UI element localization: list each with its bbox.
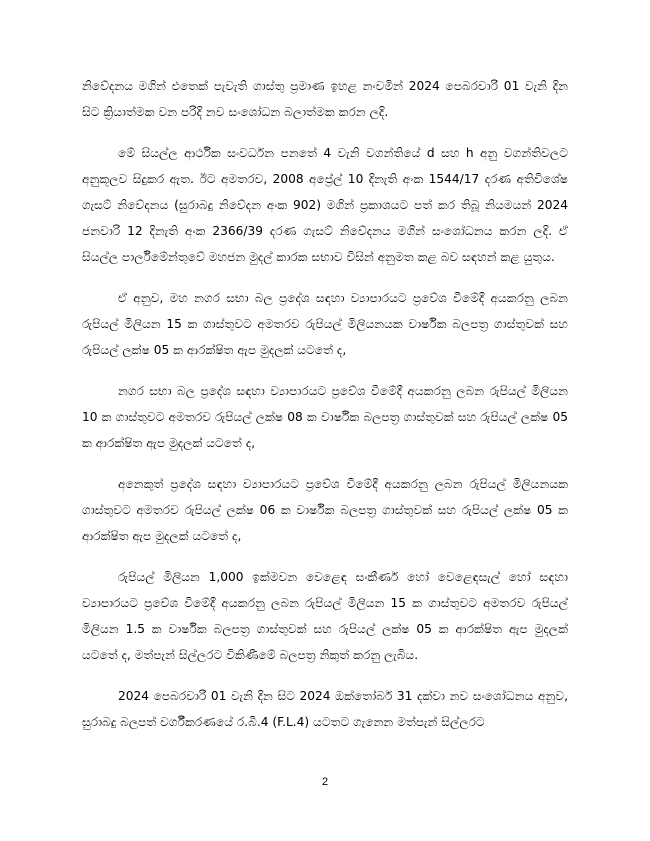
paragraph-5: අනෙකුත් ප්‍රදේශ සඳහා ව්‍යාපාරයට ප්‍රවේශ වීමේදී අයකරනු ලබන රුපියල් මිලියනයක ගාස්තුවට අමතරව රුපියල් ලක්ෂ 06 ක වාර්ෂික බලපත්‍ර ගාස්තුවක් සහ රුපියල් ලක්ෂ 05 ක ආරක්ෂිත ඇප මුදලක් යටතේ ද, <box>82 477 568 543</box>
paragraph-6: රුපියල් මිලියන 1,000 ඉක්මවන වෙළෙඳ සංකීර්ණ හෝ වෙළෙඳසැල් හෝ සඳහා ව්‍යාපාරයට ප්‍රවේශ වීමේදී අයකරනු ලබන රුපියල් මිලියන 15 ක ගාස්තුවට අමතරව රුපියල් මිලියන 1.5 ක වාර්ෂික බලපත්‍ර ගාස්තුවක් සහ රුපියල් ලක්ෂ 05 ක ආරක්ෂිත ඇප මුදලක් යටතේ ද, මත්පැන් සිල්ලරට විකිණීමේ බලපත්‍ර නිකුත් කරනු ලැබිය. <box>82 570 568 662</box>
paragraph-2: මේ සියල්ල ආර්ථික සංවර්ධන පනතේ 4 වැනි වගන්තියේ d සහ h අනු වගන්තිවලට අනුකූලව සිදුකර ඇත. ඊට අමතරව, 2008 අප්‍රේල් 10 දිනැති අංක 1544/17 දරණ අතිවිශේෂ ගැසට් නිවේදනය (සුරාබදු නිවේදන අංක 902) මගින් ප්‍රකාශයට පත් කර තිබූ නියමයන් 2024 ජනවාරි 12 දිනැති අංක 2366/39 දරණ ගැසට් නිවේදනය මගින් සංශෝධනය කරන ලදි. ඒ සියල්ල පාර්ලිමේන්තුවේ මහජන මුදල් කාරක සභාව විසින් අනුමත කළ බව සඳහන් කළ යුතුය. <box>82 146 568 264</box>
paragraph-1: නිවේදනය මගින් එතෙක් පැවැති ගාස්තු ප්‍රමාණ ඉහළ නංවමින් 2024 පෙබරවාරි 01 වැනි දින සිට ක්‍රියාත්මක වන පරිදි නව සංශෝධන බලාත්මක කරන ලදි. <box>82 79 568 119</box>
paragraph-7: 2024 පෙබරවාරි 01 වැනි දින සිට 2024 ඔක්තෝබර් 31 දක්වා නව සංශෝධනය අනුව, සුරාබදු බලපත් වර්ගීකරණයේ ර.බී.4 (F.L.4) යටතට ගැනෙන මත්පැන් සිල්ලරට <box>82 689 568 729</box>
document-body <box>82 73 568 750</box>
paragraph-3: ඒ අනුව, මහ නගර සභා බල ප්‍රදේශ සඳහා ව්‍යාපාරයට ප්‍රවේශ වීමේදී අයකරනු ලබන රුපියල් මිලියන 15 ක ගාස්තුවට අමතරව රුපියල් මිලියනයක වාර්ෂික බලපත්‍ර ගාස්තුවක් සහ රුපියල් ලක්ෂ 05 ක ආරක්ෂිත ඇප මුදලක් යටතේ ද, <box>82 291 568 357</box>
paragraph-4: නගර සභා බල ප්‍රදේශ සඳහා ව්‍යාපාරයට ප්‍රවේශ වීමේදී අයකරනු ලබන රුපියල් මිලියන 10 ක ගාස්තුවට අමතරව රුපියල් ලක්ෂ 08 ක වාර්ෂික බලපත්‍ර ගාස්තුවක් සහ රුපියල් ලක්ෂ 05 ක ආරක්ෂිත ඇප මුදලක් යටතේ ද, <box>82 384 568 450</box>
page-number: 2 <box>321 776 329 788</box>
